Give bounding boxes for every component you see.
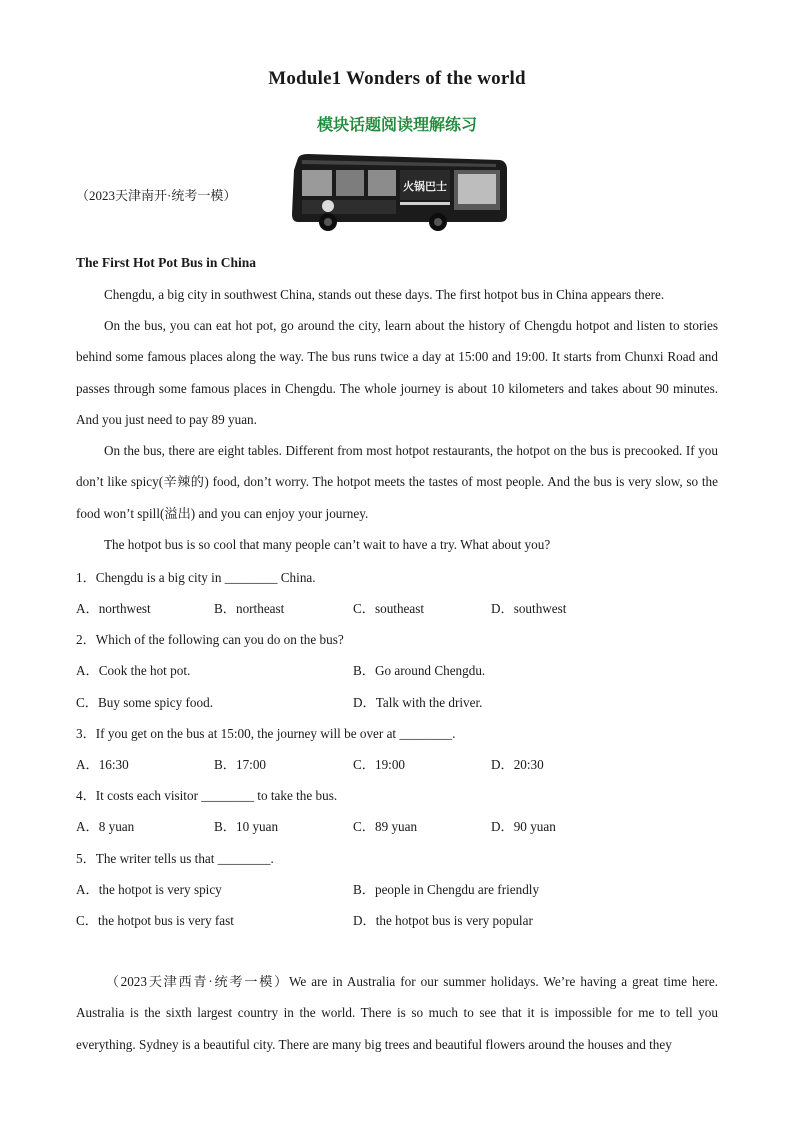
question-5: 5．The writer tells us that ________. — [76, 851, 274, 866]
source-note: （2023天津南开·统考一模） — [76, 188, 237, 203]
paragraph-3: On the bus, there are eight tables. Different from most hotpot restaurants, the hotpot on the bus is precooked. If you don’t like spicy(辛辣的) food, don’t worry. The hotpot meets the tastes of most people. And the bus is very slow, so the food won’t spill(溢出) and you can enjoy your journey. — [76, 443, 718, 521]
question-1: 1．Chengdu is a big city in ________ China. — [76, 570, 316, 585]
q1-option-c: C．southeast — [353, 601, 425, 616]
q4-option-c: C．89 yuan — [353, 819, 418, 834]
q5-option-b: B．people in Chengdu are friendly — [353, 882, 540, 897]
q3-option-c: C．19:00 — [353, 757, 406, 772]
q1-option-a: A．northwest — [76, 601, 151, 616]
page-subtitle: 模块话题阅读理解练习 — [316, 115, 477, 134]
paragraph-4: The hotpot bus is so cool that many people can’t wait to have a try. What about you? — [104, 537, 551, 552]
hotpot-bus-image — [288, 150, 510, 232]
bus-illustration — [292, 154, 507, 231]
q3-option-a: A．16:30 — [76, 757, 129, 772]
page-title: Module1 Wonders of the world — [268, 68, 526, 89]
bus-sign-text: 火锅巴士 — [403, 180, 447, 193]
q2-option-a: A．Cook the hot pot. — [76, 663, 191, 678]
q4-option-a: A．8 yuan — [76, 819, 135, 834]
q3-option-d: D．20:30 — [491, 757, 544, 772]
q2-option-d: D．Talk with the driver. — [353, 695, 483, 710]
question-3: 3．If you get on the bus at 15:00, the journey will be over at ________. — [76, 726, 456, 741]
q4-option-d: D．90 yuan — [491, 819, 556, 834]
q4-option-b: B．10 yuan — [214, 819, 279, 834]
article-heading: The First Hot Pot Bus in China — [76, 255, 257, 270]
q5-option-d: D．the hotpot bus is very popular — [353, 913, 533, 928]
question-4: 4．It costs each visitor ________ to take the bus. — [76, 788, 338, 803]
q3-option-b: B．17:00 — [214, 757, 267, 772]
q5-option-a: A．the hotpot is very spicy — [76, 882, 222, 897]
q1-option-d: D．southwest — [491, 601, 567, 616]
paragraph-1: Chengdu, a big city in southwest China, stands out these days. The first hotpot bus in China appears there. — [104, 287, 665, 302]
q5-option-c: C．the hotpot bus is very fast — [76, 913, 234, 928]
question-2: 2．Which of the following can you do on the bus? — [76, 632, 344, 647]
q2-option-c: C．Buy some spicy food. — [76, 695, 214, 710]
paragraph-2: On the bus, you can eat hot pot, go around the city, learn about the history of Chengdu hotpot and listen to stories behind some famous places along the way. The bus runs twice a day at 15:00 and 19:00. It starts from Chunxi Road and passes through some famous places in Chengdu. The whole journey is about 10 kilometers and takes about 90 minutes. And you just need to pay 89 yuan. — [76, 318, 718, 427]
q1-option-b: B．northeast — [214, 601, 285, 616]
passage-2: （2023天津西青·统考一模）We are in Australia for our summer holidays. We’re having a great time here. Australia is the sixth largest country in the world. There is so much to see that it is impossible for me to tell you everything. Sydney is a beautiful city. There are many big trees and beautiful flowers around the houses and they — [76, 974, 718, 1052]
q2-option-b: B．Go around Chengdu. — [353, 663, 486, 678]
